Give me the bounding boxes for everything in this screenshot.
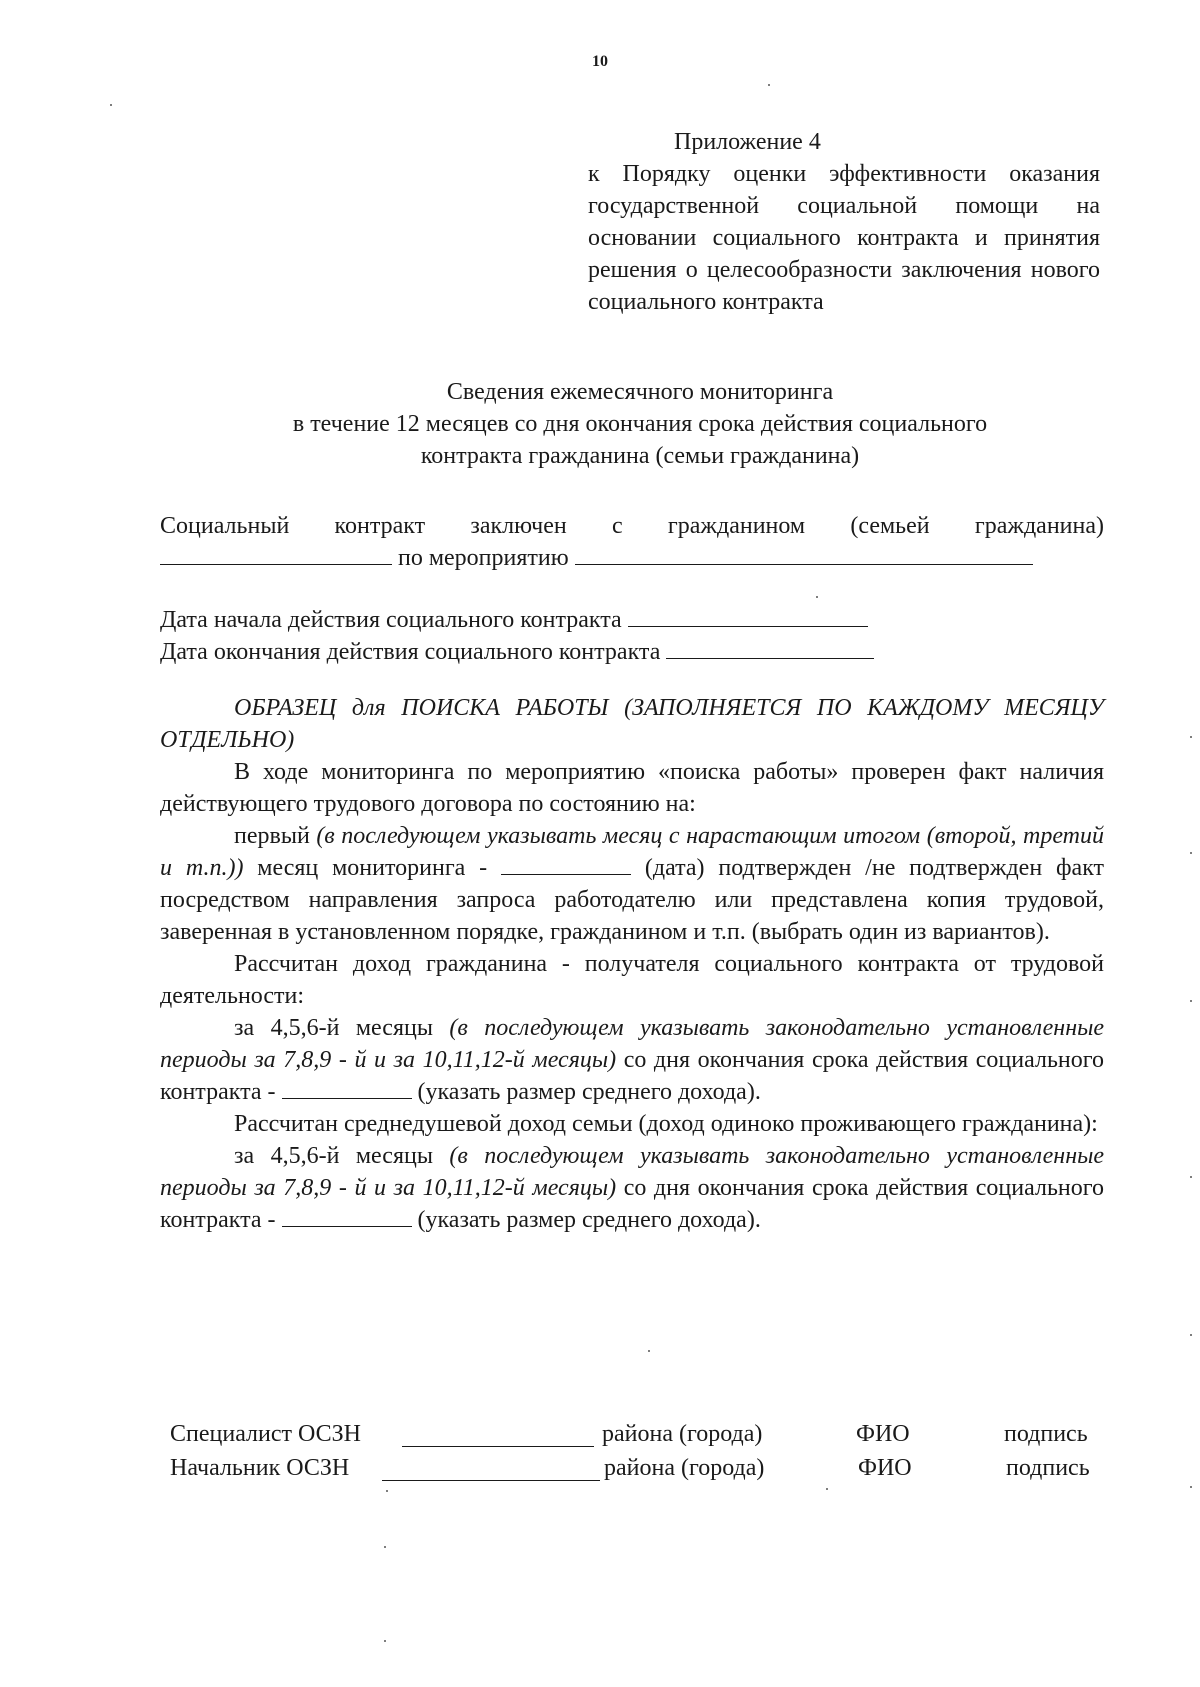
sample-heading-part-2: для bbox=[351, 695, 386, 721]
p4-end: (указать размер среднего дохода). bbox=[417, 1079, 761, 1105]
p2-start: первый bbox=[234, 823, 310, 849]
sample-section bbox=[160, 692, 1104, 1236]
p6-end: (указать размер среднего дохода). bbox=[417, 1207, 761, 1233]
specialist-district-blank[interactable] bbox=[402, 1424, 594, 1447]
specialist-name-label: ФИО bbox=[856, 1421, 910, 1447]
monitoring-date-blank[interactable] bbox=[501, 852, 631, 875]
p6-mid: со дня окончания срока действия социального контракта - bbox=[160, 1175, 1104, 1233]
scan-speck bbox=[816, 596, 818, 598]
paragraph-6 bbox=[160, 1140, 1104, 1236]
start-date-label: Дата начала действия социального контракта bbox=[160, 607, 622, 633]
p2-mid: месяц мониторинга - bbox=[257, 855, 488, 881]
scan-speck bbox=[648, 1350, 650, 1352]
head-district-blank[interactable] bbox=[382, 1458, 600, 1481]
paragraph-2 bbox=[160, 820, 1104, 948]
head-role: Начальник ОСЗН bbox=[170, 1455, 350, 1481]
paragraph-4 bbox=[160, 1012, 1104, 1108]
paragraph-1: В ходе мониторинга по мероприятию «поиска работы» проверен факт наличия действующего трудового договора по состоянию на: bbox=[160, 759, 1104, 817]
by-event-label: по мероприятию bbox=[398, 545, 569, 571]
scan-speck bbox=[1190, 1334, 1192, 1336]
start-date-blank[interactable] bbox=[628, 604, 868, 627]
scan-speck bbox=[384, 1640, 386, 1642]
head-name-label: ФИО bbox=[858, 1455, 912, 1481]
appendix-title: Приложение 4 bbox=[674, 129, 821, 155]
head-signature-label: подпись bbox=[1006, 1455, 1090, 1481]
scan-speck bbox=[1190, 1000, 1192, 1002]
family-income-blank[interactable] bbox=[282, 1204, 412, 1227]
scan-speck bbox=[386, 1490, 388, 1492]
appendix-block bbox=[588, 126, 1100, 318]
end-date-label: Дата окончания действия социального контракта bbox=[160, 639, 661, 665]
specialist-signature-label: подпись bbox=[1004, 1421, 1088, 1447]
p6-italic: (в последующем указывать законодательно установленные периоды за 7,8,9 - й и за 10,11,12-й месяцы) bbox=[160, 1143, 1105, 1201]
sample-heading-part-3: ПОИСКА РАБОТЫ (ЗАПОЛНЯЕТСЯ ПО КАЖДОМУ МЕСЯЦУ ОТДЕЛЬНО) bbox=[160, 695, 1105, 753]
contract-concluded-text: Социальный контракт заключен с гражданином (семьей гражданина) bbox=[160, 513, 1104, 539]
heading-line-3: контракта гражданина (семьи гражданина) bbox=[420, 443, 860, 469]
scan-speck bbox=[1190, 852, 1192, 854]
scan-speck bbox=[1190, 736, 1192, 738]
scan-speck bbox=[384, 1546, 386, 1548]
head-district: района (города) bbox=[604, 1455, 765, 1481]
contract-dates bbox=[160, 604, 1104, 668]
end-date-row bbox=[160, 636, 1104, 668]
scan-speck bbox=[110, 104, 112, 106]
sample-heading bbox=[160, 692, 1104, 756]
heading-line-2: в течение 12 месяцев со дня окончания срока действия социального bbox=[292, 411, 988, 437]
scan-speck bbox=[1190, 1176, 1192, 1178]
signature-row-head bbox=[170, 1452, 1110, 1484]
contract-info bbox=[160, 510, 1104, 574]
citizen-blank[interactable] bbox=[160, 542, 392, 565]
event-blank[interactable] bbox=[575, 542, 1033, 565]
end-date-blank[interactable] bbox=[666, 636, 874, 659]
contract-event-row bbox=[160, 542, 1104, 574]
p4-italic: (в последующем указывать законодательно установленные периоды за 7,8,9 - й и за 10,11,12-й месяцы) bbox=[160, 1015, 1105, 1073]
p4-mid: со дня окончания срока действия социального контракта - bbox=[160, 1047, 1104, 1105]
scan-speck bbox=[1190, 1486, 1192, 1488]
specialist-role: Специалист ОСЗН bbox=[170, 1421, 362, 1447]
scan-speck bbox=[768, 84, 770, 86]
paragraph-3: Рассчитан доход гражданина - получателя социального контракта от трудовой деятельности: bbox=[160, 951, 1104, 1009]
p6-start: за 4,5,6-й месяцы bbox=[234, 1143, 433, 1169]
heading-line-1: Сведения ежемесячного мониторинга bbox=[446, 379, 834, 405]
scan-speck bbox=[826, 1488, 828, 1490]
p4-start: за 4,5,6-й месяцы bbox=[234, 1015, 433, 1041]
signature-row-specialist bbox=[170, 1418, 1110, 1450]
start-date-row bbox=[160, 604, 1104, 636]
sample-heading-part-1: ОБРАЗЕЦ bbox=[234, 695, 337, 721]
p2-italic: (в последующем указывать месяц с нарастающим итогом (второй, третий и т.п.)) bbox=[160, 823, 1104, 881]
paragraph-5: Рассчитан среднедушевой доход семьи (доход одиноко проживающего гражданина): bbox=[234, 1111, 1098, 1137]
document-heading bbox=[160, 376, 1120, 472]
income-blank[interactable] bbox=[282, 1076, 412, 1099]
page-number: 10 bbox=[592, 53, 608, 70]
appendix-text: к Порядку оценки эффективности оказания государственной социальной помощи на основании социального контракта и принятия решения о целесообразности заключения нового социального контракта bbox=[588, 161, 1100, 315]
specialist-district: района (города) bbox=[602, 1421, 763, 1447]
p2-end: (дата) подтвержден /не подтвержден факт посредством направления запроса работодателю или представлена копия трудовой, заверенная в установленном порядке, гражданином и т.п. (выбрать один из вариантов). bbox=[160, 855, 1105, 945]
